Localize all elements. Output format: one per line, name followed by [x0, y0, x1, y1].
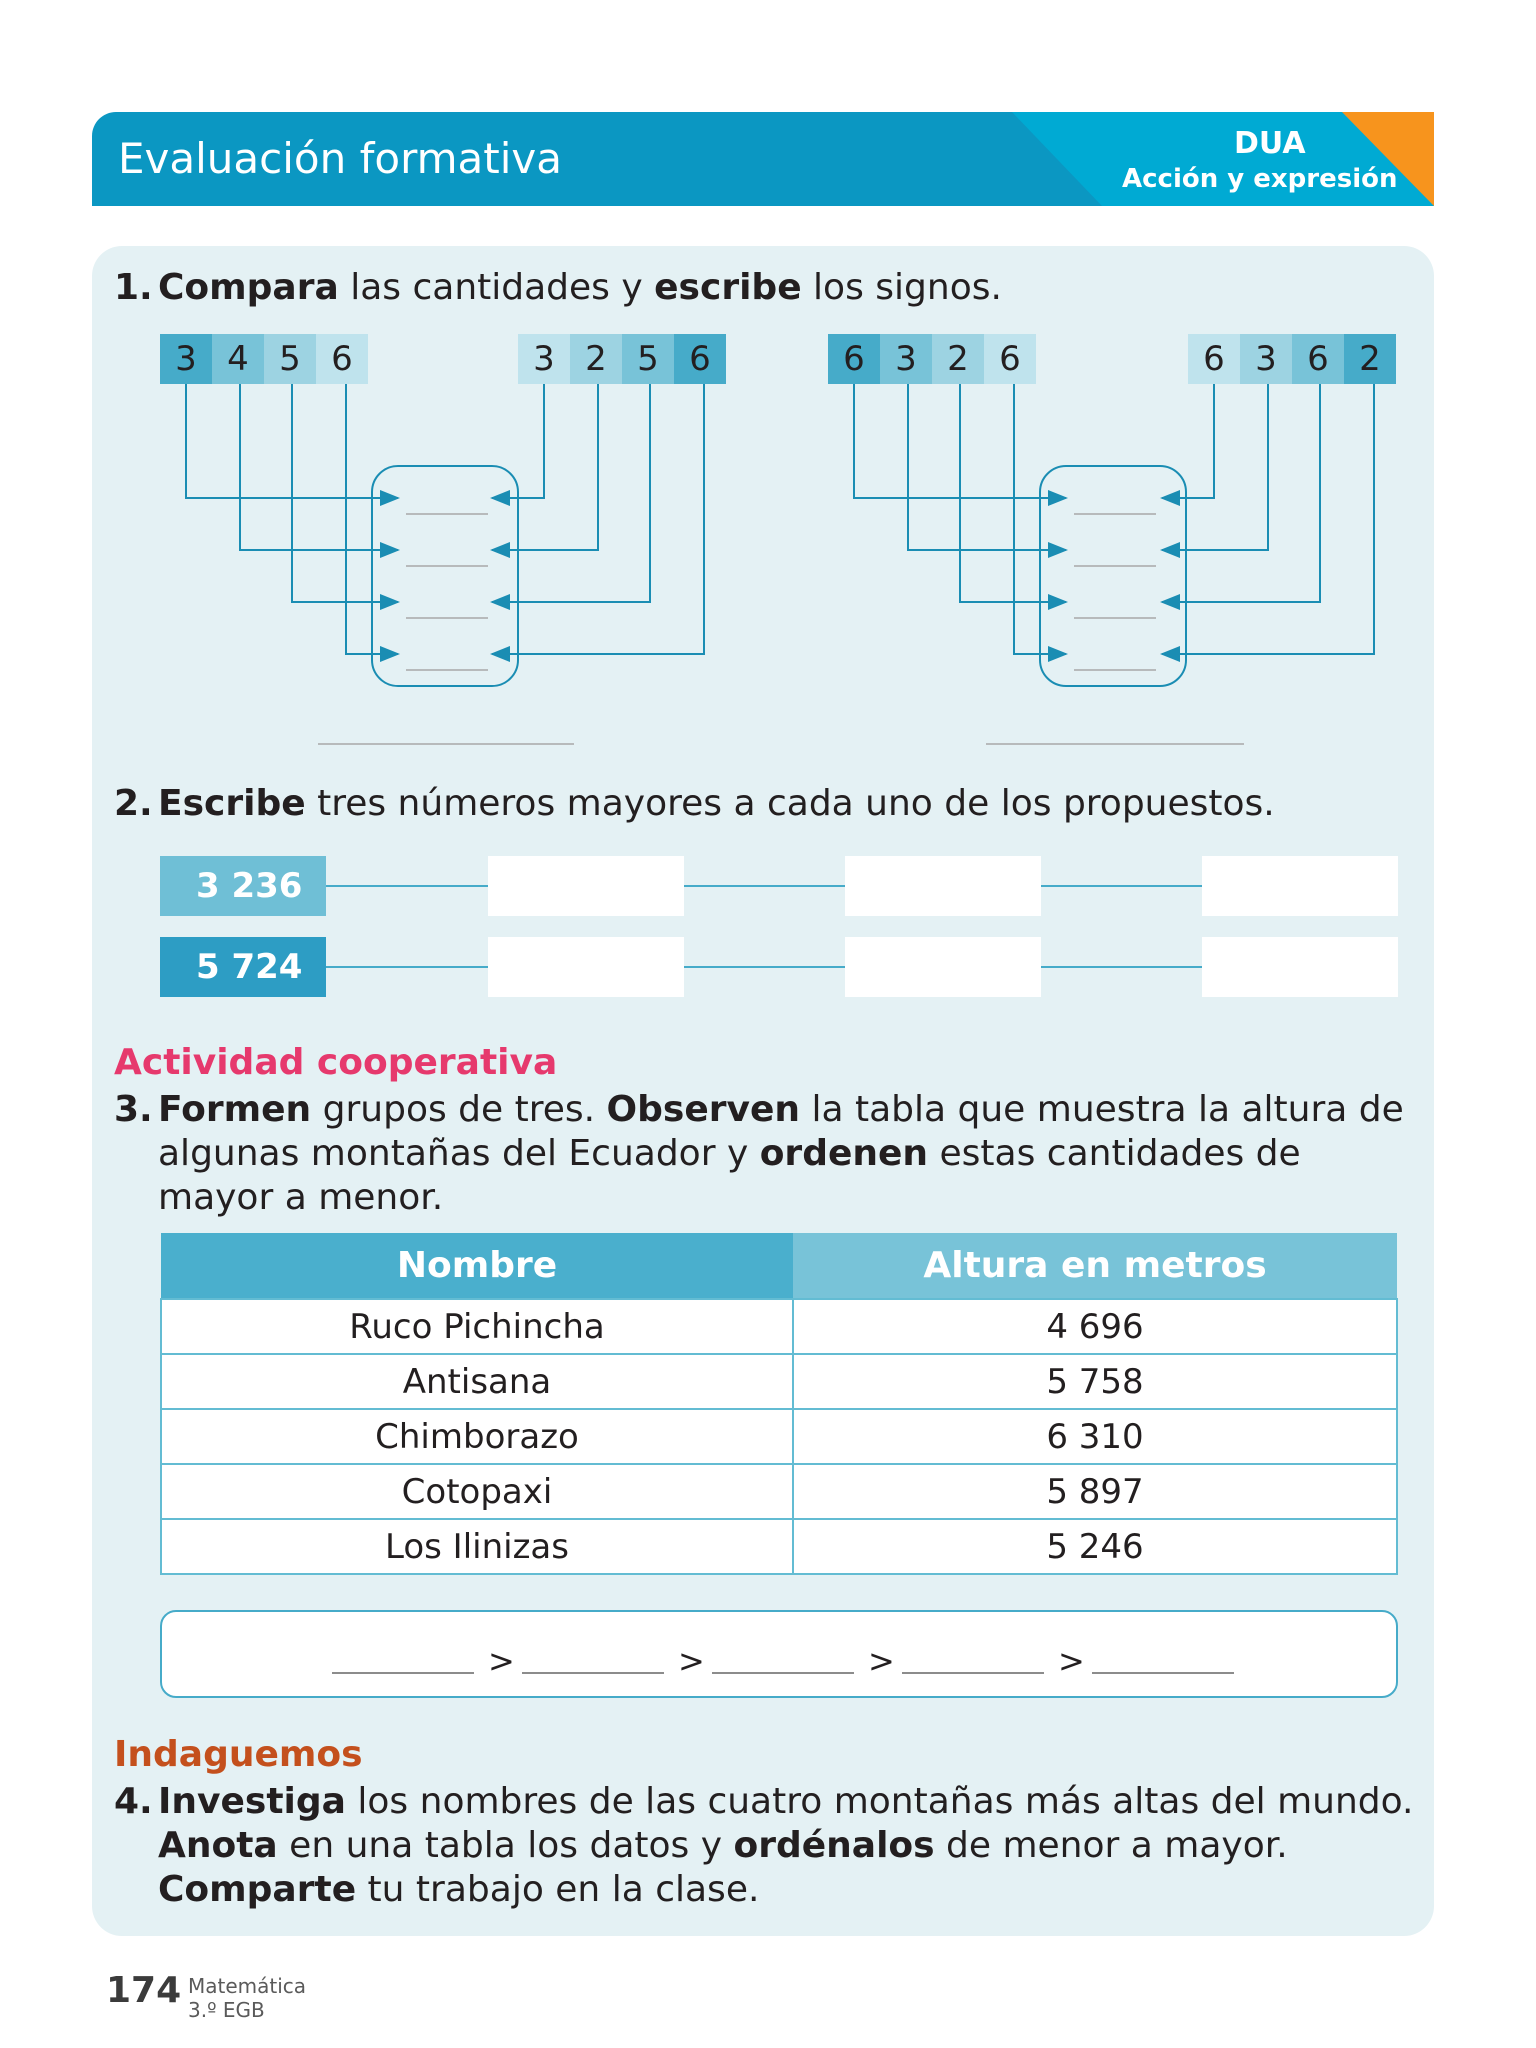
verb: ordénalos [733, 1825, 935, 1866]
given-number: 5 724 [160, 937, 326, 997]
table-header: Nombre [161, 1233, 793, 1299]
verb: Formen [158, 1089, 312, 1130]
answer-box[interactable] [1202, 937, 1398, 997]
mountain-name: Cotopaxi [161, 1464, 793, 1519]
mountain-name: Ruco Pichincha [161, 1299, 793, 1354]
text: estas cantidades de [928, 1133, 1301, 1174]
verb: Observen [606, 1089, 801, 1130]
digit-cell: 2 [570, 334, 622, 384]
question-number: 1. [114, 267, 153, 308]
greater-than-sign: > [868, 1642, 895, 1680]
verb: ordenen [759, 1133, 929, 1174]
page-title: Evaluación formativa [118, 134, 562, 183]
table-row [161, 1519, 1397, 1574]
mountain-name: Antisana [161, 1354, 793, 1409]
mountain-table [160, 1233, 1398, 1575]
mountain-height: 5 246 [793, 1519, 1397, 1574]
text: la tabla que muestra la altura de [800, 1089, 1404, 1130]
question-number: 4. [114, 1781, 153, 1822]
digit-cell: 6 [1292, 334, 1344, 384]
answer-blank[interactable] [902, 1672, 1044, 1674]
digit-cell: 6 [828, 334, 880, 384]
digit-cell: 3 [518, 334, 570, 384]
answer-box[interactable] [1202, 856, 1398, 916]
answer-box[interactable] [488, 856, 684, 916]
text: de menor a mayor. [934, 1825, 1288, 1866]
grade-label: 3.º EGB [188, 1998, 265, 2022]
mountain-name: Chimborazo [161, 1409, 793, 1464]
digit-cell: 3 [1240, 334, 1292, 384]
verb: Anota [158, 1825, 278, 1866]
inquiry-title: Indaguemos [114, 1734, 363, 1775]
digit-cell: 3 [880, 334, 932, 384]
answer-box[interactable] [845, 856, 1041, 916]
question-3 [114, 1088, 1404, 1220]
dua-subtitle: Acción y expresión [1122, 164, 1398, 194]
verb: Escribe [158, 783, 306, 824]
digit-cell: 6 [316, 334, 368, 384]
text: los signos. [801, 267, 1002, 308]
verb: Comparte [158, 1869, 357, 1910]
dua-label: DUA [1234, 126, 1306, 161]
verb: escribe [654, 267, 802, 308]
subject-label: Matemática [188, 1974, 307, 1998]
digit-cell: 5 [622, 334, 674, 384]
text: mayor a menor. [158, 1177, 444, 1218]
answer-blank[interactable] [712, 1672, 854, 1674]
text: en una tabla los datos y [277, 1825, 734, 1866]
question-4 [114, 1780, 1413, 1912]
mountain-name: Los Ilinizas [161, 1519, 793, 1574]
mountain-height: 4 696 [793, 1299, 1397, 1354]
cooperative-activity-title: Actividad cooperativa [114, 1042, 558, 1083]
table-header: Altura en metros [793, 1233, 1397, 1299]
table-row [161, 1409, 1397, 1464]
comparison-diagram [0, 0, 1536, 780]
question-number: 2. [114, 783, 153, 824]
greater-than-sign: > [488, 1642, 515, 1680]
table-row [161, 1464, 1397, 1519]
greater-than-sign: > [1058, 1642, 1085, 1680]
answer-blank[interactable] [332, 1672, 474, 1674]
mountain-height: 6 310 [793, 1409, 1397, 1464]
digit-cell: 5 [264, 334, 316, 384]
text: algunas montañas del Ecuador y [158, 1133, 760, 1174]
given-number: 3 236 [160, 856, 326, 916]
mountain-height: 5 758 [793, 1354, 1397, 1409]
verb: Investiga [158, 1781, 346, 1822]
greater-than-sign: > [678, 1642, 705, 1680]
digit-cell: 6 [674, 334, 726, 384]
footer-info [188, 1974, 306, 2022]
answer-box[interactable] [845, 937, 1041, 997]
text: tu trabajo en la clase. [356, 1869, 760, 1910]
answer-blank[interactable] [522, 1672, 664, 1674]
mountain-height: 5 897 [793, 1464, 1397, 1519]
digit-cell: 6 [984, 334, 1036, 384]
text: tres números mayores a cada uno de los propuestos. [305, 783, 1275, 824]
verb: Compara [158, 267, 339, 308]
text: los nombres de las cuatro montañas más altas del mundo. [345, 1781, 1414, 1822]
answer-blank[interactable] [1092, 1672, 1234, 1674]
digit-cell: 4 [212, 334, 264, 384]
digit-cell: 2 [1344, 334, 1396, 384]
table-row [161, 1299, 1397, 1354]
digit-cell: 2 [932, 334, 984, 384]
digit-cell: 6 [1188, 334, 1240, 384]
question-2 [114, 782, 1275, 826]
table-row [161, 1354, 1397, 1409]
answer-box[interactable] [488, 937, 684, 997]
text: grupos de tres. [311, 1089, 607, 1130]
page-number: 174 [106, 1970, 182, 2011]
question-number: 3. [114, 1089, 153, 1130]
digit-cell: 3 [160, 334, 212, 384]
ordering-answer-box[interactable] [160, 1610, 1398, 1698]
text: las cantidades y [338, 267, 655, 308]
